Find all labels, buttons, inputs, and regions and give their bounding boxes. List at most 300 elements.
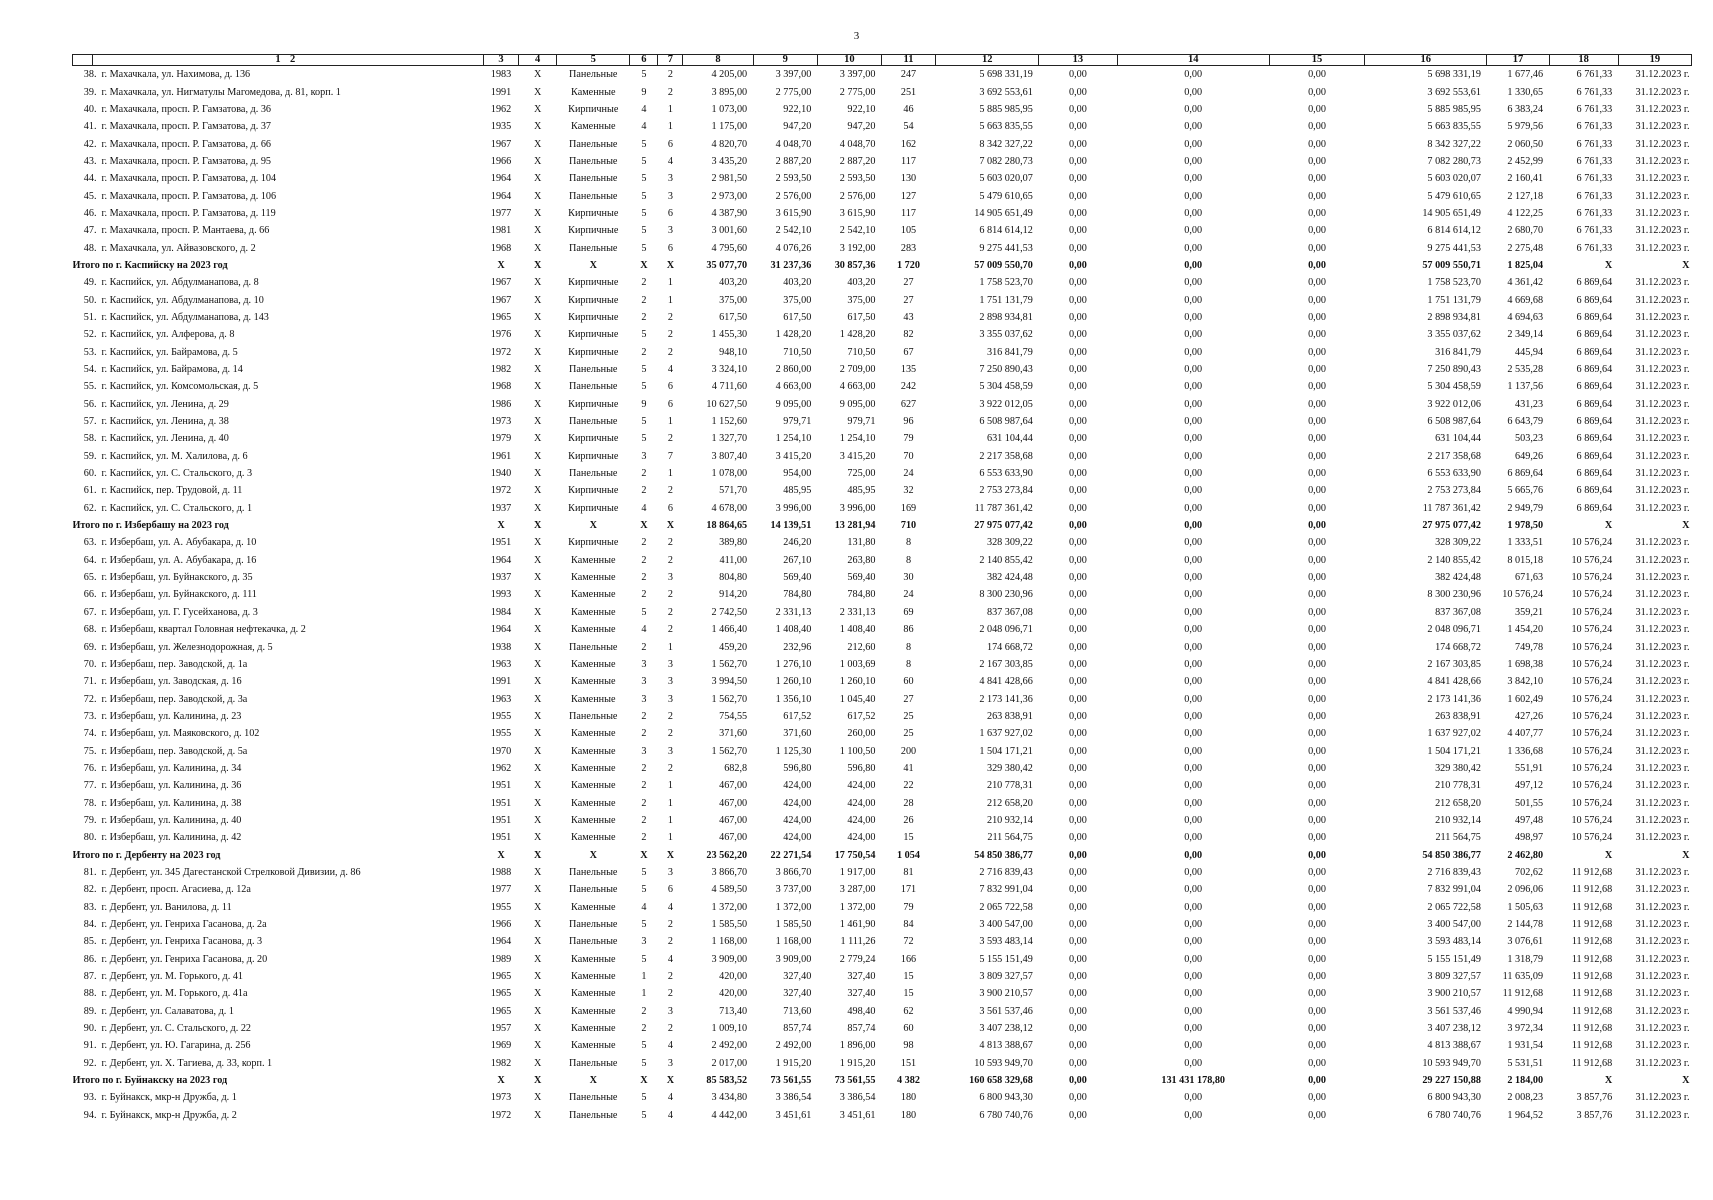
cell-col-13: 0,00 [1068, 1075, 1087, 1087]
address-cell [73, 1107, 484, 1124]
table-row [73, 951, 1692, 968]
cell-col-4: X [533, 277, 542, 289]
cell-col-3: 1951 [490, 814, 512, 826]
address-cell [73, 552, 484, 569]
cell-col-4: X [533, 329, 542, 341]
cell-col-11: 8 [905, 641, 912, 653]
cell-col-9: 267,10 [783, 554, 812, 566]
cell-col-6: 4 [641, 121, 647, 133]
cell-col-11: 8 [905, 554, 912, 566]
cell-col-6: 5 [641, 155, 647, 167]
cell-col-3: 1963 [490, 658, 512, 670]
cell-col-15: 0,00 [1308, 728, 1326, 740]
cell-col-18: 10 576,24 [1571, 572, 1613, 584]
cell-col-4: X [533, 433, 542, 445]
cell-col-10: 13 281,94 [834, 520, 876, 532]
cell-col-14: 0,00 [1184, 537, 1203, 549]
cell-col-14: 0,00 [1184, 988, 1203, 1000]
cell-col-19: 31.12.2023 г. [1635, 866, 1690, 878]
cell-col-19: 31.12.2023 г. [1635, 433, 1690, 445]
cell-col-3: X [497, 1075, 505, 1087]
cell-col-3: 1955 [490, 728, 512, 740]
cell-col-14: 0,00 [1184, 225, 1203, 237]
address-cell [73, 760, 484, 777]
cell-col-3: 1977 [490, 884, 512, 896]
table-row [73, 101, 1692, 118]
cell-col-13: 0,00 [1068, 485, 1087, 497]
cell-col-15: 0,00 [1308, 710, 1326, 722]
cell-col-18: 10 576,24 [1571, 832, 1613, 844]
cell-col-7: 2 [667, 589, 673, 601]
cell-col-7: 6 [667, 242, 673, 254]
table-row [73, 378, 1692, 395]
cell-col-9: 327,40 [783, 971, 812, 983]
cell-col-9: 3 909,00 [775, 953, 812, 965]
cell-col-11: 98 [903, 1040, 914, 1052]
cell-col-8: 459,20 [719, 641, 748, 653]
subtotal-row [73, 257, 1692, 274]
cell-col-14: 0,00 [1184, 242, 1203, 254]
cell-col-9: 9 095,00 [775, 398, 812, 410]
cell-col-3: 1964 [490, 624, 512, 636]
address-text: г. Дербент, ул. Генриха Гасанова, д. 20 [101, 953, 268, 965]
cell-col-11: 81 [903, 866, 914, 878]
cell-col-14: 0,00 [1184, 1109, 1203, 1121]
cell-col-3: 1966 [490, 155, 512, 167]
cell-col-19: 31.12.2023 г. [1635, 225, 1690, 237]
cell-col-8: 1 168,00 [711, 936, 748, 948]
cell-col-14: 0,00 [1184, 971, 1203, 983]
cell-col-4: X [533, 1075, 542, 1087]
cell-col-15: 0,00 [1308, 277, 1326, 289]
cell-col-10: 17 750,54 [834, 849, 876, 861]
cell-col-9: 1 168,00 [775, 936, 812, 948]
cell-col-11: 130 [900, 173, 917, 185]
header-cell: 11 [881, 55, 935, 66]
cell-col-3: X [497, 259, 505, 271]
cell-col-7: 1 [667, 814, 673, 826]
cell-col-18: 6 761,33 [1576, 69, 1613, 81]
cell-col-9: 424,00 [783, 814, 812, 826]
cell-col-5: Кирпичные [568, 398, 619, 410]
cell-col-10: 1 428,20 [839, 329, 876, 341]
cell-col-15: 0,00 [1308, 103, 1326, 115]
address-cell [73, 517, 484, 534]
cell-col-6: 5 [641, 606, 647, 618]
cell-col-15: 0,00 [1308, 121, 1326, 133]
cell-col-7: 2 [667, 86, 673, 98]
row-number: 93. [83, 1092, 97, 1104]
cell-col-3: 1977 [490, 207, 512, 219]
cell-col-15: 0,00 [1308, 936, 1326, 948]
cell-col-18: 11 912,68 [1571, 1040, 1613, 1052]
row-number: 39. [83, 86, 97, 98]
cell-col-14: 0,00 [1184, 554, 1203, 566]
cell-col-18: 11 912,68 [1571, 1057, 1613, 1069]
cell-col-17: 359,21 [1515, 606, 1544, 618]
cell-col-3: 1935 [490, 121, 512, 133]
cell-col-9: 2 331,13 [775, 606, 812, 618]
cell-col-18: 10 576,24 [1571, 554, 1613, 566]
cell-col-18: 11 912,68 [1571, 919, 1613, 931]
cell-col-13: 0,00 [1068, 832, 1087, 844]
address-text: Итого по г. Каспийску на 2023 год [72, 259, 228, 271]
cell-col-18: X [1604, 1075, 1613, 1087]
cell-col-18: 3 857,76 [1576, 1092, 1613, 1104]
cell-col-8: 914,20 [719, 589, 748, 601]
header-cell: 12 [936, 55, 1039, 66]
cell-col-4: X [533, 1005, 542, 1017]
address-cell [73, 656, 484, 673]
cell-col-14: 0,00 [1184, 416, 1203, 428]
cell-col-8: 2 017,00 [711, 1057, 748, 1069]
cell-col-12: 14 905 651,49 [974, 207, 1033, 219]
cell-col-19: 31.12.2023 г. [1635, 641, 1690, 653]
cell-col-9: 31 237,36 [770, 259, 812, 271]
cell-col-8: 1 009,10 [711, 1023, 748, 1035]
cell-col-19: 31.12.2023 г. [1635, 207, 1690, 219]
address-text: г. Избербаш, ул. Буйнакского, д. 35 [101, 572, 253, 584]
cell-col-13: 0,00 [1068, 901, 1087, 913]
address-cell [73, 742, 484, 759]
row-number: 85. [83, 936, 97, 948]
cell-col-8: 1 562,70 [711, 745, 748, 757]
header-cell: 17 [1487, 55, 1549, 66]
cell-col-5: Кирпичные [568, 502, 619, 514]
cell-col-9: 424,00 [783, 780, 812, 792]
address-text: г. Избербаш, ул. Г. Гусейханова, д. 3 [101, 606, 258, 618]
cell-col-15: 0,00 [1308, 537, 1326, 549]
cell-col-10: 1 917,00 [839, 866, 876, 878]
cell-col-11: 79 [903, 901, 914, 913]
cell-col-10: 1 045,40 [839, 693, 876, 705]
cell-col-4: X [533, 1092, 542, 1104]
cell-col-12: 6 553 633,90 [979, 468, 1033, 480]
cell-col-12: 382 424,48 [986, 572, 1033, 584]
cell-col-4: X [533, 901, 542, 913]
cell-col-8: 1 152,60 [711, 416, 748, 428]
cell-col-7: 2 [667, 346, 673, 358]
cell-col-6: 2 [641, 294, 647, 306]
cell-col-9: 232,96 [783, 641, 812, 653]
cell-col-13: 0,00 [1068, 398, 1087, 410]
cell-col-3: 1991 [490, 676, 512, 688]
address-cell [73, 708, 484, 725]
table-row [73, 742, 1692, 759]
cell-col-18: 6 761,33 [1576, 190, 1613, 202]
cell-col-10: 3 287,00 [839, 884, 876, 896]
address-cell [73, 1055, 484, 1072]
cell-col-13: 0,00 [1068, 814, 1087, 826]
address-text: г. Махачкала, просп. Р. Гамзатова, д. 37 [101, 121, 272, 133]
cell-col-16: 3 355 037,62 [1427, 329, 1481, 341]
cell-col-12: 3 692 553,61 [979, 86, 1033, 98]
table-row [73, 1003, 1692, 1020]
cell-col-7: 3 [667, 658, 673, 670]
cell-col-12: 3 407 238,12 [979, 1023, 1033, 1035]
header-cell: 13 [1039, 55, 1117, 66]
cell-col-8: 3 994,50 [711, 676, 748, 688]
cell-col-4: X [533, 520, 542, 532]
cell-col-14: 0,00 [1184, 364, 1203, 376]
cell-col-3: 1965 [490, 988, 512, 1000]
cell-col-8: 411,00 [719, 554, 748, 566]
address-cell [73, 586, 484, 603]
cell-col-12: 2 065 722,58 [979, 901, 1033, 913]
cell-col-19: 31.12.2023 г. [1635, 901, 1690, 913]
cell-col-4: X [533, 207, 542, 219]
cell-col-6: X [640, 259, 648, 271]
address-text: г. Избербаш, пер. Заводской, д. 1а [101, 658, 248, 670]
address-text: г. Буйнакск, мкр-н Дружба, д. 1 [101, 1092, 237, 1104]
cell-col-16: 631 104,44 [1435, 433, 1481, 445]
cell-col-18: 6 761,33 [1576, 138, 1613, 150]
cell-col-11: 86 [903, 624, 914, 636]
cell-col-13: 0,00 [1068, 225, 1087, 237]
cell-col-17: 649,26 [1515, 450, 1544, 462]
cell-col-10: 3 996,00 [839, 502, 876, 514]
cell-col-7: 1 [667, 780, 673, 792]
cell-col-19: 31.12.2023 г. [1635, 242, 1690, 254]
cell-col-14: 0,00 [1184, 69, 1203, 81]
cell-col-3: 1964 [490, 173, 512, 185]
header-col1-label [84, 54, 93, 66]
cell-col-11: 27 [903, 277, 914, 289]
cell-col-11: 117 [901, 207, 916, 219]
cell-col-18: 10 576,24 [1571, 658, 1613, 670]
cell-col-9: 922,10 [783, 103, 812, 115]
cell-col-15: 0,00 [1308, 797, 1326, 809]
cell-col-9: 979,71 [783, 416, 812, 428]
cell-col-6: X [640, 520, 648, 532]
cell-col-17: 2 060,50 [1507, 138, 1544, 150]
cell-col-17: 2 275,48 [1507, 242, 1544, 254]
cell-col-9: 2 576,00 [775, 190, 812, 202]
cell-col-13: 0,00 [1068, 433, 1087, 445]
cell-col-18: 11 912,68 [1571, 988, 1613, 1000]
row-number: 47. [83, 225, 97, 237]
header-cell: 8 [683, 55, 753, 66]
cell-col-7: 3 [667, 225, 673, 237]
cell-col-13: 0,00 [1068, 311, 1087, 323]
cell-col-8: 948,10 [719, 346, 748, 358]
cell-col-15: 0,00 [1308, 190, 1326, 202]
cell-col-15: 0,00 [1308, 311, 1326, 323]
row-number: 77. [83, 780, 97, 792]
cell-col-15: 0,00 [1308, 1040, 1326, 1052]
cell-col-14: 0,00 [1184, 832, 1203, 844]
cell-col-5: Панельные [569, 866, 618, 878]
address-cell [73, 1037, 484, 1054]
cell-col-7: 4 [667, 1040, 673, 1052]
cell-col-9: 371,60 [783, 728, 812, 740]
cell-col-19: X [1682, 259, 1690, 271]
cell-col-18: 6 761,33 [1576, 173, 1613, 185]
cell-col-14: 0,00 [1184, 728, 1203, 740]
cell-col-11: 200 [900, 745, 917, 757]
cell-col-9: 3 397,00 [775, 69, 812, 81]
cell-col-13: 0,00 [1068, 797, 1087, 809]
address-text: г. Дербент, ул. М. Горького, д. 41а [101, 988, 248, 1000]
cell-col-14: 0,00 [1184, 693, 1203, 705]
cell-col-12: 5 155 151,49 [979, 953, 1033, 965]
row-number: 58. [83, 433, 97, 445]
cell-col-17: 497,48 [1515, 814, 1544, 826]
cell-col-16: 3 900 210,57 [1427, 988, 1481, 1000]
cell-col-3: 1964 [490, 554, 512, 566]
cell-col-10: 327,40 [847, 988, 876, 1000]
cell-col-12: 9 275 441,53 [979, 242, 1033, 254]
cell-col-8: 3 909,00 [711, 953, 748, 965]
cell-col-17: 2 949,79 [1507, 502, 1544, 514]
cell-col-3: 1937 [490, 572, 512, 584]
cell-col-3: 1993 [490, 589, 512, 601]
cell-col-12: 174 668,72 [986, 641, 1033, 653]
cell-col-19: 31.12.2023 г. [1635, 190, 1690, 202]
cell-col-4: X [533, 658, 542, 670]
address-cell [73, 274, 484, 291]
cell-col-6: 2 [641, 537, 647, 549]
cell-col-13: 0,00 [1068, 745, 1087, 757]
cell-col-14: 0,00 [1184, 624, 1203, 636]
subtotal-row [73, 846, 1692, 863]
cell-col-7: 2 [667, 971, 673, 983]
cell-col-14: 0,00 [1184, 901, 1203, 913]
cell-col-4: X [533, 485, 542, 497]
cell-col-14: 0,00 [1184, 311, 1203, 323]
cell-col-6: 1 [641, 971, 647, 983]
address-text: г. Избербаш, ул. А. Абубакара, д. 16 [101, 554, 257, 566]
cell-col-17: 6 643,79 [1507, 416, 1544, 428]
cell-col-19: 31.12.2023 г. [1635, 416, 1690, 428]
cell-col-7: 4 [667, 155, 673, 167]
cell-col-18: 6 869,64 [1576, 398, 1613, 410]
cell-col-3: 1967 [490, 294, 512, 306]
cell-col-7: 1 [667, 277, 673, 289]
address-cell [73, 569, 484, 586]
cell-col-6: 2 [641, 346, 647, 358]
cell-col-3: 1967 [490, 277, 512, 289]
cell-col-7: 2 [667, 988, 673, 1000]
address-text: г. Каспийск, ул. Ленина, д. 40 [101, 433, 229, 445]
cell-col-4: X [533, 173, 542, 185]
cell-col-8: 4 205,00 [711, 69, 748, 81]
cell-col-13: 0,00 [1068, 207, 1087, 219]
cell-col-9: 424,00 [783, 832, 812, 844]
cell-col-10: 212,60 [847, 641, 876, 653]
cell-col-3: 1986 [490, 398, 512, 410]
address-text: г. Каспийск, ул. Комсомольская, д. 5 [101, 381, 259, 393]
address-text: г. Махачкала, ул. Нахимова, д. 136 [101, 69, 251, 81]
address-cell [73, 413, 484, 430]
address-cell [73, 846, 484, 863]
cell-col-10: 617,50 [847, 311, 876, 323]
row-number: 73. [83, 710, 97, 722]
cell-col-17: 503,23 [1515, 433, 1544, 445]
cell-col-11: 151 [900, 1057, 917, 1069]
cell-col-6: 4 [641, 502, 647, 514]
cell-col-14: 0,00 [1184, 658, 1203, 670]
address-cell [73, 187, 484, 204]
cell-col-14: 0,00 [1184, 676, 1203, 688]
cell-col-3: 1951 [490, 780, 512, 792]
cell-col-18: 10 576,24 [1571, 780, 1613, 792]
cell-col-19: 31.12.2023 г. [1635, 676, 1690, 688]
address-cell [73, 257, 484, 274]
cell-col-19: 31.12.2023 г. [1635, 936, 1690, 948]
cell-col-12: 4 813 388,67 [979, 1040, 1033, 1052]
cell-col-5: Панельные [569, 190, 618, 202]
cell-col-4: X [533, 86, 542, 98]
cell-col-18: 10 576,24 [1571, 814, 1613, 826]
cell-col-15: 0,00 [1308, 520, 1326, 532]
cell-col-19: 31.12.2023 г. [1635, 381, 1690, 393]
cell-col-6: 5 [641, 866, 647, 878]
cell-col-5: Кирпичные [568, 450, 619, 462]
cell-col-8: 682,8 [724, 762, 748, 774]
cell-col-15: 0,00 [1308, 641, 1326, 653]
cell-col-4: X [533, 676, 542, 688]
cell-col-10: 2 775,00 [839, 86, 876, 98]
cell-col-5: Кирпичные [568, 207, 619, 219]
cell-col-4: X [533, 971, 542, 983]
cell-col-11: 247 [900, 69, 917, 81]
cell-col-19: 31.12.2023 г. [1635, 728, 1690, 740]
table-row [73, 274, 1692, 291]
cell-col-5: X [589, 1075, 597, 1087]
cell-col-3: 1965 [490, 1005, 512, 1017]
row-number: 79. [83, 814, 97, 826]
cell-col-9: 424,00 [783, 797, 812, 809]
cell-col-13: 0,00 [1068, 1023, 1087, 1035]
cell-col-13: 0,00 [1068, 693, 1087, 705]
address-text: г. Махачкала, просп. Р. Гамзатова, д. 66 [101, 138, 272, 150]
cell-col-5: Каменные [571, 1040, 616, 1052]
address-text: г. Дербент, ул. Генриха Гасанова, д. 2а [101, 919, 267, 931]
cell-col-6: 1 [641, 988, 647, 1000]
cell-col-5: Каменные [571, 554, 616, 566]
cell-col-6: 4 [641, 624, 647, 636]
cell-col-4: X [533, 364, 542, 376]
cell-col-15: 0,00 [1308, 762, 1326, 774]
cell-col-3: 1955 [490, 710, 512, 722]
cell-col-11: 1 054 [897, 849, 920, 861]
cell-col-17: 4 122,25 [1507, 207, 1544, 219]
cell-col-12: 212 658,20 [986, 797, 1033, 809]
cell-col-8: 1 078,00 [711, 468, 748, 480]
cell-col-4: X [533, 502, 542, 514]
cell-col-3: 1991 [490, 86, 512, 98]
row-number: 65. [83, 572, 97, 584]
cell-col-4: X [533, 69, 542, 81]
cell-col-4: X [533, 849, 542, 861]
cell-col-17: 1 330,65 [1507, 86, 1544, 98]
cell-col-6: 3 [641, 936, 647, 948]
address-text: г. Махачкала, просп. Р. Гамзатова, д. 119 [101, 207, 276, 219]
address-cell [73, 951, 484, 968]
address-text: г. Махачкала, просп. Р. Гамзатова, д. 95 [101, 155, 272, 167]
cell-col-4: X [533, 242, 542, 254]
cell-col-6: 5 [641, 364, 647, 376]
cell-col-11: 15 [903, 971, 914, 983]
cell-col-8: 1 372,00 [711, 901, 748, 913]
cell-col-13: 0,00 [1068, 1040, 1087, 1052]
cell-col-16: 2 065 722,58 [1427, 901, 1481, 913]
cell-col-12: 2 167 303,85 [979, 658, 1033, 670]
cell-col-6: 5 [641, 381, 647, 393]
cell-col-12: 7 250 890,43 [979, 364, 1033, 376]
cell-col-10: 1 896,00 [839, 1040, 876, 1052]
